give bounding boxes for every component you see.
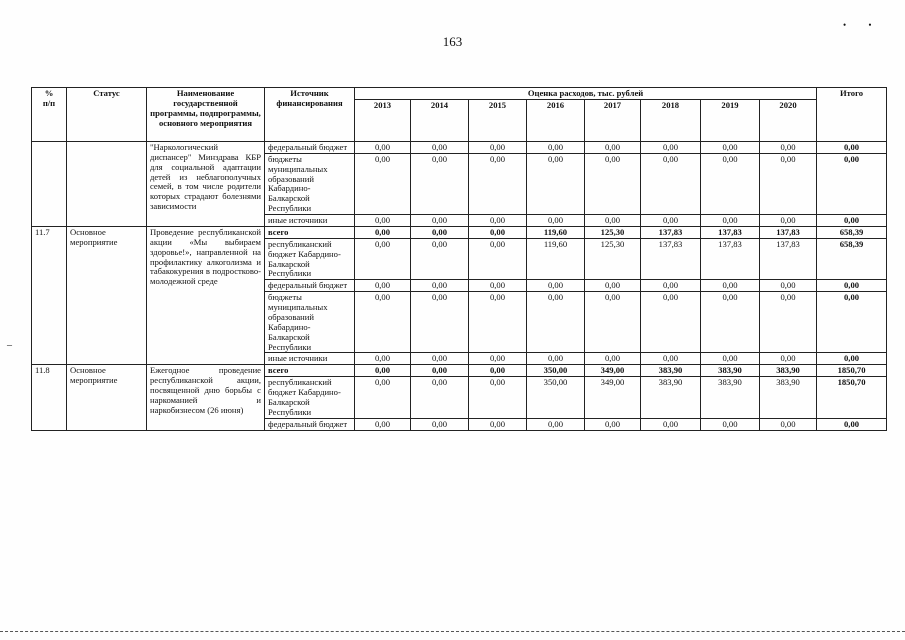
header-num: % п/п [32,88,67,142]
year-2017: 2017 [585,99,641,141]
value-cell: 0,00 [411,153,469,214]
table-row [32,141,887,153]
value-cell: 0,00 [527,215,585,227]
value-cell: 350,00 [527,377,585,419]
funding-source: всего [265,226,355,238]
value-cell: 0,00 [585,353,641,365]
funding-source: федеральный бюджет [265,418,355,430]
year-2019: 2019 [701,99,760,141]
value-cell: 383,90 [701,365,760,377]
value-cell: 0,00 [701,353,760,365]
value-cell: 0,00 [641,141,701,153]
value-cell: 0,00 [469,377,527,419]
value-cell: 0,00 [701,418,760,430]
total-cell: 0,00 [817,141,887,153]
total-cell: 1850,70 [817,365,887,377]
total-cell: 658,39 [817,238,887,280]
table-body [32,141,887,430]
value-cell: 383,90 [760,365,817,377]
value-cell: 137,83 [760,238,817,280]
value-cell: 349,00 [585,365,641,377]
total-cell: 658,39 [817,226,887,238]
value-cell: 0,00 [760,153,817,214]
margin-mark: – [7,340,12,351]
value-cell: 0,00 [585,280,641,292]
value-cell: 137,83 [641,238,701,280]
year-2014: 2014 [411,99,469,141]
value-cell: 383,90 [701,377,760,419]
value-cell: 0,00 [411,365,469,377]
value-cell: 349,00 [585,377,641,419]
value-cell: 0,00 [760,292,817,353]
table-row [32,226,887,238]
funding-source: всего [265,365,355,377]
row-name: "Наркологический диспансер" Минздрава КБР для социальной адаптации детей из неблагополучных семей, в том числе родители которых страдают болезнями зависимости [147,141,265,226]
value-cell: 0,00 [585,215,641,227]
value-cell: 0,00 [469,141,527,153]
value-cell: 0,00 [411,353,469,365]
value-cell: 0,00 [585,418,641,430]
table-row [32,365,887,377]
header-estimate: Оценка расходов, тыс. рублей [355,88,817,100]
value-cell: 0,00 [355,365,411,377]
value-cell: 0,00 [701,280,760,292]
value-cell: 383,90 [760,377,817,419]
funding-source: иные источники [265,353,355,365]
value-cell: 0,00 [641,153,701,214]
page-bottom-edge [0,631,905,632]
value-cell: 0,00 [355,215,411,227]
value-cell: 0,00 [355,292,411,353]
value-cell: 137,83 [641,226,701,238]
value-cell: 0,00 [411,292,469,353]
value-cell: 137,83 [701,226,760,238]
funding-source: республиканский бюджет Кабардино-Балкарской Республики [265,238,355,280]
row-number: 11.8 [32,365,67,430]
value-cell: 0,00 [760,215,817,227]
page-number: 163 [442,34,463,49]
row-name: Проведение республиканской акции «Мы выбираем здоровье!», направленной на профилактику алкоголизма и табакокурения в подростково-молодежной среде [147,226,265,364]
value-cell: 0,00 [469,353,527,365]
row-status: Основное мероприятие [67,226,147,364]
value-cell: 0,00 [411,280,469,292]
value-cell: 0,00 [585,292,641,353]
value-cell: 0,00 [585,153,641,214]
value-cell: 0,00 [355,226,411,238]
value-cell: 383,90 [641,377,701,419]
value-cell: 0,00 [355,418,411,430]
total-cell: 0,00 [817,418,887,430]
header-row-1 [32,88,887,100]
header-status: Статус [67,88,147,142]
value-cell: 0,00 [469,238,527,280]
value-cell: 0,00 [355,238,411,280]
row-status [67,141,147,226]
value-cell: 0,00 [641,215,701,227]
funding-source: республиканский бюджет Кабардино-Балкарской Республики [265,377,355,419]
value-cell: 383,90 [641,365,701,377]
value-cell: 137,83 [760,226,817,238]
value-cell: 0,00 [355,153,411,214]
scan-marks: • • [843,20,882,30]
value-cell: 0,00 [527,418,585,430]
row-name: Ежегодное проведение республиканской акции, посвященной дню борьбы с наркоманией и наркобизнесом (26 июня) [147,365,265,430]
year-2016: 2016 [527,99,585,141]
row-number: 11.7 [32,226,67,364]
value-cell: 0,00 [411,141,469,153]
value-cell: 0,00 [760,418,817,430]
total-cell: 0,00 [817,215,887,227]
year-2018: 2018 [641,99,701,141]
value-cell: 0,00 [355,353,411,365]
value-cell: 0,00 [469,365,527,377]
value-cell: 0,00 [469,215,527,227]
value-cell: 0,00 [469,418,527,430]
value-cell: 0,00 [355,377,411,419]
funding-source: иные источники [265,215,355,227]
row-status: Основное мероприятие [67,365,147,430]
value-cell: 0,00 [641,418,701,430]
value-cell: 119,60 [527,238,585,280]
value-cell: 0,00 [760,353,817,365]
total-cell: 0,00 [817,280,887,292]
total-cell: 0,00 [817,153,887,214]
total-cell: 0,00 [817,292,887,353]
value-cell: 0,00 [701,215,760,227]
value-cell: 0,00 [527,141,585,153]
value-cell: 0,00 [527,353,585,365]
header-source: Источник финансирования [265,88,355,142]
value-cell: 0,00 [527,292,585,353]
value-cell: 0,00 [585,141,641,153]
value-cell: 0,00 [411,238,469,280]
value-cell: 0,00 [411,418,469,430]
budget-table [31,87,887,431]
value-cell: 137,83 [701,238,760,280]
funding-source: бюджеты муниципальных образований Кабардино-Балкарской Республики [265,153,355,214]
header-total: Итого [817,88,887,142]
value-cell: 0,00 [641,292,701,353]
value-cell: 125,30 [585,226,641,238]
value-cell: 0,00 [641,280,701,292]
year-2020: 2020 [760,99,817,141]
value-cell: 0,00 [701,292,760,353]
value-cell: 0,00 [469,292,527,353]
year-2015: 2015 [469,99,527,141]
value-cell: 0,00 [411,215,469,227]
value-cell: 0,00 [701,141,760,153]
funding-source: федеральный бюджет [265,141,355,153]
row-number [32,141,67,226]
value-cell: 0,00 [355,280,411,292]
value-cell: 0,00 [411,226,469,238]
value-cell: 0,00 [641,353,701,365]
value-cell: 0,00 [760,141,817,153]
value-cell: 0,00 [527,280,585,292]
value-cell: 0,00 [411,377,469,419]
value-cell: 0,00 [760,280,817,292]
value-cell: 350,00 [527,365,585,377]
value-cell: 0,00 [469,226,527,238]
value-cell: 0,00 [469,153,527,214]
header-name: Наименование государственной программы, подпрограммы, основного мероприятия [147,88,265,142]
total-cell: 0,00 [817,353,887,365]
value-cell: 0,00 [701,153,760,214]
funding-source: федеральный бюджет [265,280,355,292]
value-cell: 119,60 [527,226,585,238]
year-2013: 2013 [355,99,411,141]
total-cell: 1850,70 [817,377,887,419]
funding-source: бюджеты муниципальных образований Кабардино-Балкарской Республики [265,292,355,353]
value-cell: 125,30 [585,238,641,280]
value-cell: 0,00 [469,280,527,292]
value-cell: 0,00 [527,153,585,214]
value-cell: 0,00 [355,141,411,153]
